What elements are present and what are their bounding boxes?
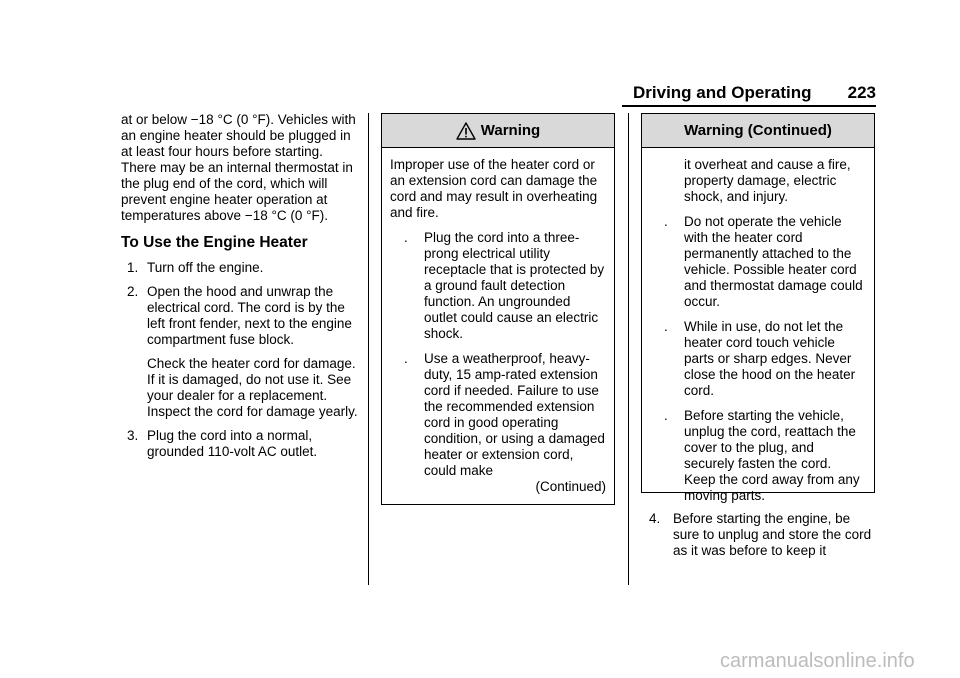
bullet-text: While in use, do not let the heater cord touch vehicle parts or sharp edges. Never close the hood on the heater cord. <box>684 319 856 398</box>
column-3 <box>641 511 875 567</box>
warning-title-bar <box>382 114 614 148</box>
step-continuation: Check the heater cord for damage. If it is damaged, do not use it. See your dealer for a replacement. Inspect the cord for damage yearly. <box>147 356 358 419</box>
column-divider-2 <box>628 113 629 585</box>
warning-continued-body <box>642 148 874 510</box>
section-heading: To Use the Engine Heater <box>121 234 308 251</box>
step-2 <box>121 284 361 420</box>
column-divider-1 <box>368 113 369 585</box>
bullet-text: Plug the cord into a three-prong electrical utility receptacle that is protected by a ground fault detection function. An ungrounded outlet could cause an electric shock. <box>424 230 605 341</box>
bullet-icon: . <box>664 214 668 229</box>
warning-continued-title: Warning (Continued) <box>684 121 832 139</box>
step-4 <box>641 511 875 559</box>
section-title: Driving and Operating <box>633 83 812 102</box>
warning-continued-box <box>641 113 875 503</box>
warning-body <box>382 148 614 501</box>
intro-paragraph: at or below −18 °C (0 °F). Vehicles with an engine heater should be plugged in at least four hours before starting. There may be an internal thermostat in the plug end of the cord, which will prevent engine heater operation at temperatures above −18 °C (0 °F). <box>121 112 356 223</box>
step-text: Before starting the engine, be sure to unplug and store the cord as it was before to keep it <box>673 511 872 558</box>
bullet-text: Do not operate the vehicle with the heater cord permanently attached to the vehicle. Possible heater cord and thermostat damage could occur. <box>684 214 863 309</box>
bullet-icon: . <box>664 408 668 423</box>
warning-bullet <box>650 408 866 504</box>
column-1 <box>121 112 361 468</box>
header-rule <box>622 105 876 107</box>
warning-title: Warning <box>480 121 541 139</box>
warning-bullet <box>390 230 606 342</box>
step-text: Plug the cord into a normal, grounded 110-volt AC outlet. <box>147 428 318 459</box>
step-text: Turn off the engine. <box>147 260 264 275</box>
continued-label: (Continued) <box>535 479 606 494</box>
step-text: Open the hood and unwrap the electrical cord. The cord is by the left front fender, next to the engine compartment fuse block. <box>147 284 352 347</box>
step-3 <box>121 428 361 460</box>
step-number: 3. <box>127 428 139 443</box>
warning-triangle-icon <box>456 122 476 140</box>
warning-bullet <box>650 319 866 399</box>
step-number: 4. <box>649 511 661 526</box>
bullet-text: Before starting the vehicle, unplug the cord, reattach the cover to the plug, and securely fasten the cord. Keep the cord away from any moving parts. <box>684 408 860 503</box>
warning-continued-title-bar <box>642 114 874 148</box>
warning-intro: Improper use of the heater cord or an extension cord can damage the cord and may result in overheating and fire. <box>390 157 598 220</box>
step-number: 1. <box>127 260 139 275</box>
bullet-icon: . <box>404 230 408 245</box>
page-number: 223 <box>847 83 876 102</box>
footer-watermark-link[interactable]: carmanualsonline.info <box>720 650 915 672</box>
warning-bullet <box>650 214 866 310</box>
bullet-icon: . <box>664 319 668 334</box>
bullet-icon: . <box>404 351 408 366</box>
step-1 <box>121 260 361 276</box>
warning-continued-text: it overheat and cause a fire, property damage, electric shock, and injury. <box>684 157 851 204</box>
step-number: 2. <box>127 284 139 299</box>
warning-bullet <box>390 351 606 479</box>
bullet-text: Use a weatherproof, heavy-duty, 15 amp-rated extension cord if needed. Failure to use the recommended extension cord in good operating condition, or using a damaged heater or extension cord, could make <box>424 351 605 478</box>
warning-box <box>381 113 615 505</box>
